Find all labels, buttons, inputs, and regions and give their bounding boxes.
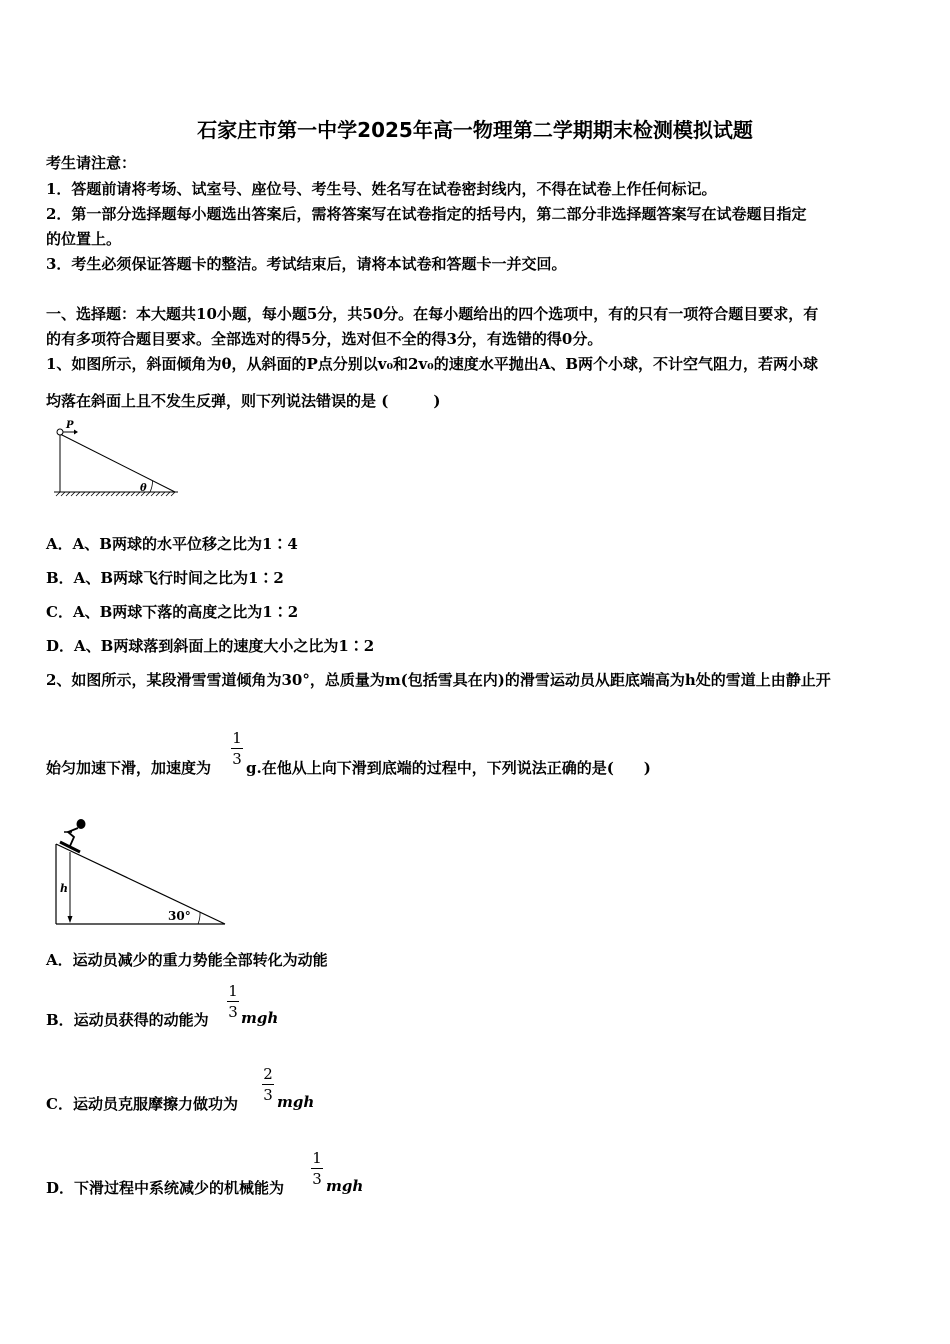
q2-option-d-text: D．下滑过程中系统减少的机械能为: [46, 1179, 285, 1197]
fraction-two-thirds: [261, 1066, 275, 1103]
q2-option-c-mgh: mgh: [277, 1093, 315, 1111]
q2-option-d[interactable]: [46, 1177, 284, 1198]
q1-option-a[interactable]: A．A、B两球的水平位移之比为1∶4: [46, 535, 298, 553]
frac-num: 1: [228, 982, 238, 1000]
notice-item: 1．答题前请将考场、试室号、座位号、考生号、姓名写在试卷密封线内，不得在试卷上作任何标记。: [46, 180, 717, 198]
notice-heading: 考生请注意：: [46, 154, 137, 172]
angle-arc: [150, 481, 153, 492]
q1-stem: 1、如图所示，斜面倾角为θ，从斜面的P点分别以v₀和2v₀的速度水平抛出A、B两个小球，不计空气阻力，若两小球: [46, 355, 819, 373]
section-instructions: 的有多项符合题目要求。全部选对的得5分，选对但不全的得3分，有选错的得0分。: [46, 330, 603, 348]
q2-option-b-mgh: mgh: [241, 1009, 279, 1027]
frac-bar: [311, 1168, 323, 1169]
frac-bar: [227, 1001, 239, 1002]
notice-item: 的位置上。: [46, 230, 122, 248]
frac-bar: [231, 748, 243, 749]
notice-item: 3．考生必须保证答题卡的整洁。考试结束后，请将本试卷和答题卡一并交回。: [46, 255, 567, 273]
fraction-one-third: [230, 730, 244, 767]
q1-option-c[interactable]: C．A、B两球下落的高度之比为1∶2: [46, 603, 299, 621]
theta-label: θ: [140, 483, 147, 494]
section-instructions: 一、选择题：本大题共10小题，每小题5分，共50分。在每小题给出的四个选项中，有的只有一项符合题目要求，有: [46, 305, 819, 323]
q1-stem: 均落在斜面上且不发生反弹，则下列说法错误的是 ( ): [46, 392, 441, 410]
q2-option-c-text: C．运动员克服摩擦力做功为: [46, 1095, 238, 1113]
ground-hatching: [56, 492, 175, 496]
q2-option-a[interactable]: A．运动员减少的重力势能全部转化为动能: [46, 951, 328, 969]
height-arrowhead: [68, 916, 73, 923]
fraction-one-third: [226, 983, 240, 1020]
frac-den: 3: [228, 1003, 238, 1021]
q2-stem-post: g.在他从上向下滑到底端的过程中，下列说法正确的是( ): [246, 759, 651, 777]
q2-option-b[interactable]: [46, 1009, 209, 1030]
q2-ski-figure: [50, 812, 230, 927]
q2-stem-pre: 始匀加速下滑，加速度为: [46, 759, 212, 777]
frac-num: 2: [263, 1065, 273, 1083]
q2-option-d-mgh: mgh: [326, 1177, 364, 1195]
frac-den: 3: [312, 1170, 322, 1188]
q2-option-c[interactable]: [46, 1093, 238, 1114]
frac-den: 3: [263, 1086, 273, 1104]
notice-item: 2．第一部分选择题每小题选出答案后，需将答案写在试卷指定的括号内，第二部分非选择题答案写在试卷题目指定: [46, 205, 807, 223]
page-title: 石家庄市第一中学2025年高一物理第二学期期末检测模拟试题: [197, 118, 753, 142]
height-label: h: [60, 882, 68, 895]
frac-num: 1: [232, 729, 242, 747]
velocity-arrowhead: [74, 430, 78, 435]
q2-option-b-text: B．运动员获得的动能为: [46, 1011, 209, 1029]
frac-num: 1: [312, 1149, 322, 1167]
q1-option-b[interactable]: B．A、B两球飞行时间之比为1∶2: [46, 569, 284, 587]
frac-den: 3: [232, 750, 242, 768]
q2-stem: 2、如图所示，某段滑雪雪道倾角为30°，总质量为m(包括雪具在内)的滑雪运动员从距底端高为h处的雪道上由静止开: [46, 671, 831, 689]
q1-option-d[interactable]: D．A、B两球落到斜面上的速度大小之比为1∶2: [46, 637, 375, 655]
frac-bar: [262, 1084, 274, 1085]
fraction-one-third: [310, 1150, 324, 1187]
incline-slope: [60, 434, 175, 492]
q1-incline-figure: [50, 418, 182, 500]
angle-arc: [198, 912, 200, 924]
angle-30-label: 30°: [168, 909, 191, 923]
point-p-label: P: [66, 420, 74, 431]
slope-line: [56, 844, 225, 924]
ball-p: [57, 429, 63, 435]
